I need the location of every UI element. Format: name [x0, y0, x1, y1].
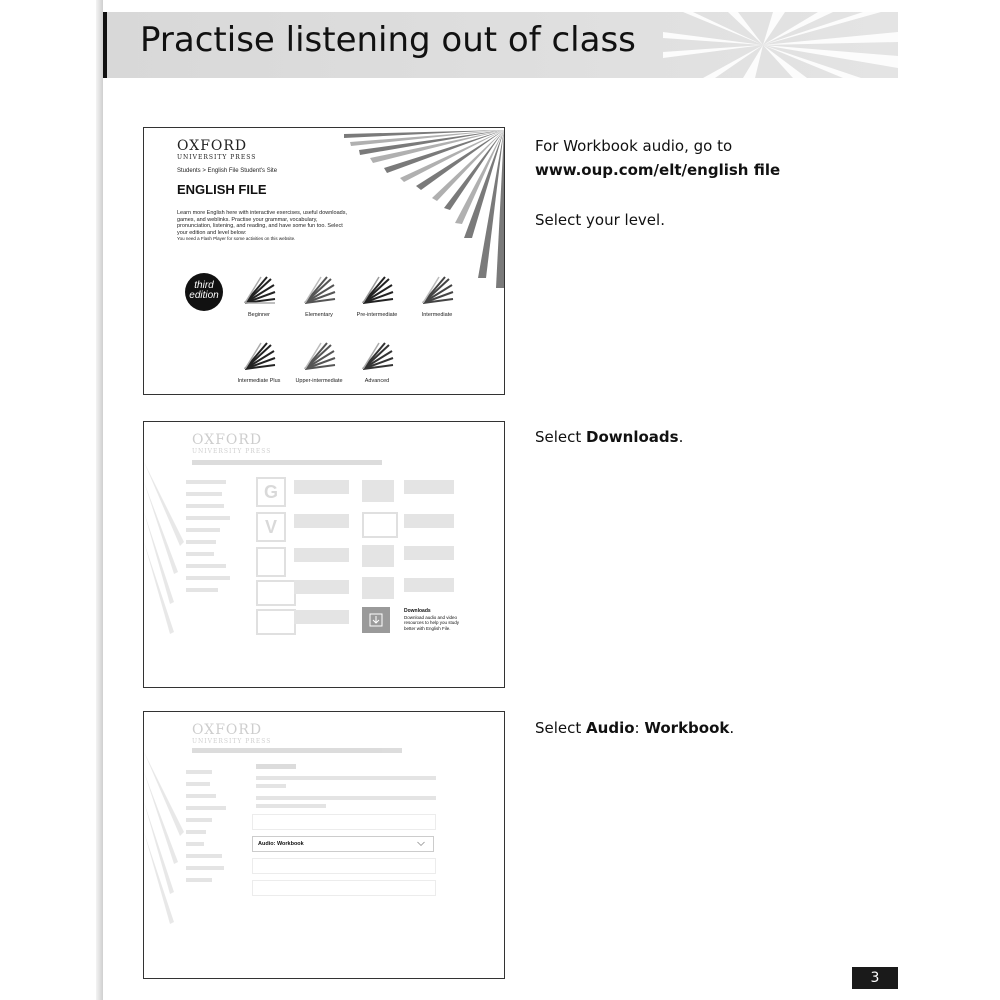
level-intermediate-plus[interactable]: Intermediate Plus: [219, 341, 299, 384]
downloads-link-text[interactable]: [404, 608, 464, 631]
step1-text: For Workbook audio, go to: [535, 137, 733, 155]
instruction-step3: Select Downloads.: [535, 428, 684, 446]
audio-workbook-item[interactable]: [252, 836, 434, 852]
screenshot-downloads: OXFORD UNIVERSITY PRESS G V Downloads Download audio and video resources to help you study better with English File.: [143, 421, 505, 688]
workbook-url[interactable]: www.oup.com/elt/english file: [535, 161, 781, 179]
level-upper-intermediate[interactable]: Upper-intermediate: [279, 341, 359, 384]
fan-icon: [301, 275, 337, 305]
fan-icon: [359, 341, 395, 371]
level-beginner[interactable]: Beginner: [219, 275, 299, 318]
flash-note: You need a Flash Player for some activities on this website.: [177, 236, 296, 241]
breadcrumb[interactable]: Students > English File Student's Site: [177, 168, 278, 174]
page-spine: [0, 0, 103, 1000]
level-intermediate[interactable]: Intermediate: [397, 275, 477, 318]
spine-shadow: [96, 0, 103, 1000]
instruction-step1: [535, 134, 780, 182]
fan-icon: [241, 341, 277, 371]
fan-icon: [419, 275, 455, 305]
fan-icon: [241, 275, 277, 305]
chevron-down-icon: [417, 840, 425, 848]
page-title: Practise listening out of class: [140, 20, 636, 60]
description-text: Learn more English here with interactive exercises, useful downloads, games, and weblinks. Practise your grammar, vocabulary, pronunciation, listening, and reading, and have some fun too. Select your edition and level below:: [177, 210, 347, 236]
level-advanced[interactable]: Advanced: [337, 341, 417, 384]
download-icon: [367, 611, 385, 629]
title-accent-bar: [103, 12, 107, 78]
downloads-title: Downloads: [404, 608, 431, 614]
level-elementary[interactable]: Elementary: [279, 275, 359, 318]
third-edition-badge: third edition: [185, 273, 223, 311]
instruction-step2: Select your level.: [535, 211, 665, 229]
downloads-description: Download audio and video resources to help you study better with English File.: [404, 614, 460, 631]
level-pre-intermediate[interactable]: Pre-intermediate: [337, 275, 417, 318]
fan-icon: [359, 275, 395, 305]
fan-icon: [301, 341, 337, 371]
screenshot-level-select: [143, 127, 505, 395]
site-heading: ENGLISH FILE: [177, 182, 267, 197]
site-description: [177, 210, 347, 243]
page-number: 3: [852, 967, 898, 989]
oxford-logo[interactable]: OXFORD UNIVERSITY PRESS: [177, 138, 257, 161]
screenshot-audio-workbook: OXFORD UNIVERSITY PRESS Audio: Workbook: [143, 711, 505, 979]
audio-workbook-label: Audio: Workbook: [258, 841, 304, 847]
instruction-step4: Select Audio: Workbook.: [535, 719, 735, 737]
